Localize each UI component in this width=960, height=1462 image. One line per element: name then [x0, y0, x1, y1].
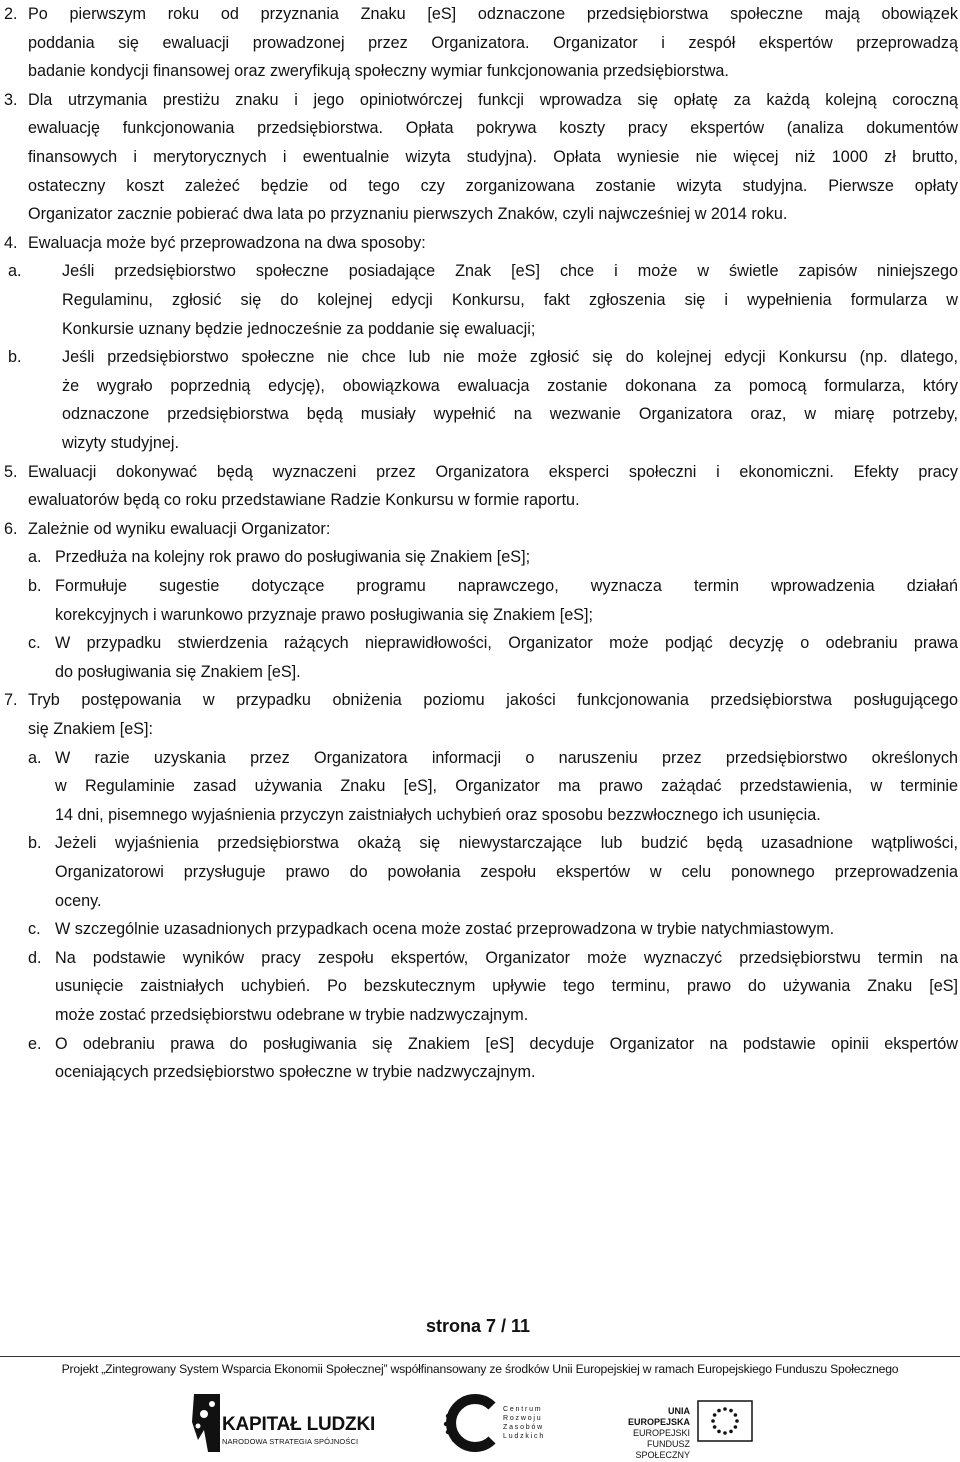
list-item-text [28, 86, 958, 229]
list-item-number: e. [28, 1034, 42, 1053]
text-line: odznaczone przedsiębiorstwa będą musiały wypełnić na wezwanie Organizatora oraz, w miarę potrzeby, [62, 405, 958, 424]
kapital-ludzki-logo [190, 1392, 222, 1454]
list-item-number: c. [28, 920, 41, 939]
text-line: może zostać przedsiębiorstwu odebrane w trybie nadzwyczajnym. [55, 1005, 529, 1024]
eu-star-icon [713, 1413, 717, 1417]
text-line: W szczególnie uzasadnionych przypadkach ocena może zostać przeprowadzona w trybie natychmiastowym. [55, 920, 835, 939]
text-line: Zależnie od wyniku ewaluacji Organizator: [28, 519, 331, 538]
list-item-text [55, 744, 958, 830]
crzl-line-2: Rozwoju [503, 1415, 543, 1422]
list-item-text [28, 229, 958, 258]
text-line: ewaluację funkcjonowania przedsiębiorstwa. Opłata pokrywa koszty pracy ekspertów (analiza dokumentów [28, 119, 958, 138]
list-item-number: 5. [4, 462, 18, 481]
text-line: Regulaminu, zgłosić się do kolejnej edycji Konkursu, fakt zgłoszenia się i wypełnienia formularza w [62, 290, 958, 309]
text-line: Konkursie uznany będzie jednocześnie za poddanie się ewaluacji; [62, 319, 536, 338]
text-line: 14 dni, pisemnego wyjaśnienia przyczyn zaistniałych uchybień oraz sposobu bezzwłocznego ich usunięcia. [55, 805, 821, 824]
eu-star-icon [734, 1425, 738, 1429]
eu-star-icon [713, 1425, 717, 1429]
text-line: Jeśli przedsiębiorstwo społeczne nie chce lub nie może zgłosić się do kolejnej edycji Konkursu (np. dlatego, [62, 348, 958, 367]
eu-star-icon [717, 1430, 721, 1434]
list-item [0, 86, 960, 229]
text-line: W razie uzyskania przez Organizatora informacji o naruszeniu przez przedsiębiorstwo określonych [55, 748, 958, 767]
text-line: Jeśli przedsiębiorstwo społeczne posiadające Znak [eS] chce i może w świetle zapisów niniejszego [62, 262, 958, 281]
list-item-number: 4. [4, 233, 18, 252]
list-item [0, 572, 960, 629]
list-item [0, 458, 960, 515]
crzl-name [503, 1405, 546, 1441]
eu-text [604, 1406, 690, 1461]
list-item [0, 229, 960, 258]
list-item [0, 343, 960, 457]
list-item-number: 6. [4, 519, 18, 538]
text-line: badanie kondycji finansowej oraz zweryfikują społeczny wymiar funkcjonowania przedsiębiorstwa. [28, 62, 729, 81]
list-item-text [62, 343, 958, 457]
eu-star-icon [711, 1419, 715, 1423]
text-line: wizyty studyjnej. [62, 433, 179, 452]
list-item-text [28, 0, 958, 86]
list-item-text [55, 572, 958, 629]
eu-star-icon [735, 1419, 739, 1423]
list-item-number: 2. [4, 5, 18, 23]
list-item-text [55, 829, 958, 915]
crzl-line-1: Centrum [503, 1406, 543, 1413]
eu-star-icon [717, 1409, 721, 1413]
list-item-number: b. [8, 348, 22, 367]
text-line: Przedłuża na kolejny rok prawo do posługiwania się Znakiem [eS]; [55, 548, 531, 567]
text-line: Po pierwszym roku od przyznania Znaku [eS] odznaczone przedsiębiorstwa społeczne mają obowiązek [28, 5, 958, 23]
footer-logos [0, 1388, 960, 1458]
list-item [0, 915, 960, 944]
text-line: Ewaluacja może być przeprowadzona na dwa sposoby: [28, 233, 426, 252]
eu-star-icon [734, 1413, 738, 1417]
list-item [0, 686, 960, 743]
list-item [0, 543, 960, 572]
page-number: strona 7 / 11 [425, 1316, 531, 1336]
list-item-text [28, 686, 958, 743]
text-line: ostateczny koszt zależeć będzie od tego czy zorganizowana zostanie wizyta studyjna. Pierwsze opłaty [28, 176, 958, 195]
text-line: oceniających przedsiębiorstwo społeczne w trybie nadzwyczajnym. [55, 1063, 536, 1082]
eu-star-icon [729, 1409, 733, 1413]
eu-star-icon [723, 1431, 727, 1435]
text-line: Ewaluacji dokonywać będą wyznaczeni przez Organizatora eksperci społeczni i ekonomiczni. Efekty pracy [28, 462, 958, 481]
list-item [0, 0, 960, 86]
text-line: do posługiwania się Znakiem [eS]. [55, 662, 301, 681]
list-item-text [55, 915, 958, 944]
list-item-number: c. [28, 634, 41, 653]
crzl-logo [440, 1394, 500, 1452]
eu-line-3: FUNDUSZ SPOŁECZNY [635, 1439, 690, 1460]
text-line: korekcyjnych i warunkowo przyznaje prawo posługiwania się Znakiem [eS]; [55, 605, 594, 624]
footer-divider [0, 1356, 960, 1357]
list-item-text [55, 543, 958, 572]
list-item [0, 829, 960, 915]
list-item [0, 944, 960, 1030]
list-item [0, 629, 960, 686]
list-item-number: b. [28, 834, 42, 853]
text-line: W przypadku stwierdzenia rażących nieprawidłowości, Organizator może podjąć decyzję o odebraniu prawa [55, 634, 958, 653]
text-line: finansowych i merytorycznych i ewentualnie wizyta studyjna). Opłata wyniesie nie więcej niż 1000 zł brutto, [28, 147, 958, 166]
list-item-text [55, 1030, 958, 1087]
kapital-ludzki-subtitle: NARODOWA STRATEGIA SPÓJNOŚCI [222, 1437, 359, 1446]
text-line: Organizatorowi przysługuje prawo do powołania zespołu ekspertów w celu ponownego przeprowadzenia [55, 862, 958, 881]
list-item-text [55, 629, 958, 686]
text-line: że wygrało poprzednią edycję), obowiązkowa ewaluacja zostanie dokonana za pomocą formularza, który [62, 376, 958, 395]
eu-line-1: UNIA EUROPEJSKA [627, 1406, 690, 1427]
list-item-number: a. [28, 548, 42, 567]
text-line: Dla utrzymania prestiżu znaku i jego opiniotwórczej funkcji wprowadza się opłatę za każdą kolejną coroczną [28, 90, 958, 109]
text-line: ewaluatorów będą co roku przedstawiane Radzie Konkursu w formie raportu. [28, 491, 580, 510]
list-item [0, 744, 960, 830]
text-line: w Regulaminie zasad używania Znaku [eS], Organizator ma prawo zażądać przedstawienia, w terminie [55, 777, 958, 796]
text-line: Jeżeli wyjaśnienia przedsiębiorstwa okażą się niewystarczające lub budzić będą uzasadnione wątpliwości, [55, 834, 958, 853]
crzl-line-4: Ludzkich [503, 1433, 546, 1440]
eu-line-2: EUROPEJSKI [632, 1428, 690, 1438]
text-line: Na podstawie wyników pracy zespołu ekspertów, Organizator może wyznaczyć przedsiębiorstwu termin na [55, 948, 958, 967]
crzl-line-3: Zasobów [503, 1424, 545, 1431]
list-item-number: a. [8, 262, 22, 281]
list-item-text [28, 458, 958, 515]
text-line: usunięcie zaistniałych uchybień. Po bezskutecznym upływie tego terminu, prawo do używania Znaku [eS] [55, 977, 958, 996]
list-item-number: 3. [4, 90, 18, 109]
text-line: poddania się ewaluacji prowadzonej przez Organizatora. Organizator i zespół ekspertów przeprowadzą [28, 33, 958, 52]
list-item-number: d. [28, 948, 42, 967]
text-line: się Znakiem [eS]: [28, 719, 154, 738]
eu-star-icon [723, 1407, 727, 1411]
text-line: O odebraniu prawa do posługiwania się Znakiem [eS] decyduje Organizator na podstawie opinii ekspertów [55, 1034, 958, 1053]
list-item-text [28, 515, 958, 544]
kapital-ludzki-title: KAPITAŁ LUDZKI [222, 1414, 376, 1435]
text-line: Organizator zacznie pobierać dwa lata po przyznaniu pierwszych Znaków, czyli najwcześniej w 2014 roku. [28, 205, 788, 224]
text-line: Formułuje sugestie dotyczące programu naprawczego, wyznacza termin wprowadzenia działań [55, 577, 958, 595]
list-item-text [62, 257, 958, 343]
list-item [0, 257, 960, 343]
text-line: oceny. [55, 891, 102, 910]
eu-star-icon [729, 1430, 733, 1434]
list-item [0, 515, 960, 544]
list-item-text [55, 944, 958, 1030]
text-line: Tryb postępowania w przypadku obniżenia poziomu jakości funkcjonowania przedsiębiorstwa posługującego [28, 691, 958, 710]
list-item-number: b. [28, 577, 42, 595]
list-item-number: 7. [4, 691, 18, 710]
eu-flag-icon [697, 1400, 753, 1442]
list-item-number: a. [28, 748, 42, 767]
list-item [0, 1030, 960, 1087]
footer-project-text: Projekt „Zintegrowany System Wsparcia Ekonomii Społecznej” współfinansowany ze środków Unii Europejskiej w ramach Europejskiego Funduszu Społecznego [61, 1362, 899, 1376]
